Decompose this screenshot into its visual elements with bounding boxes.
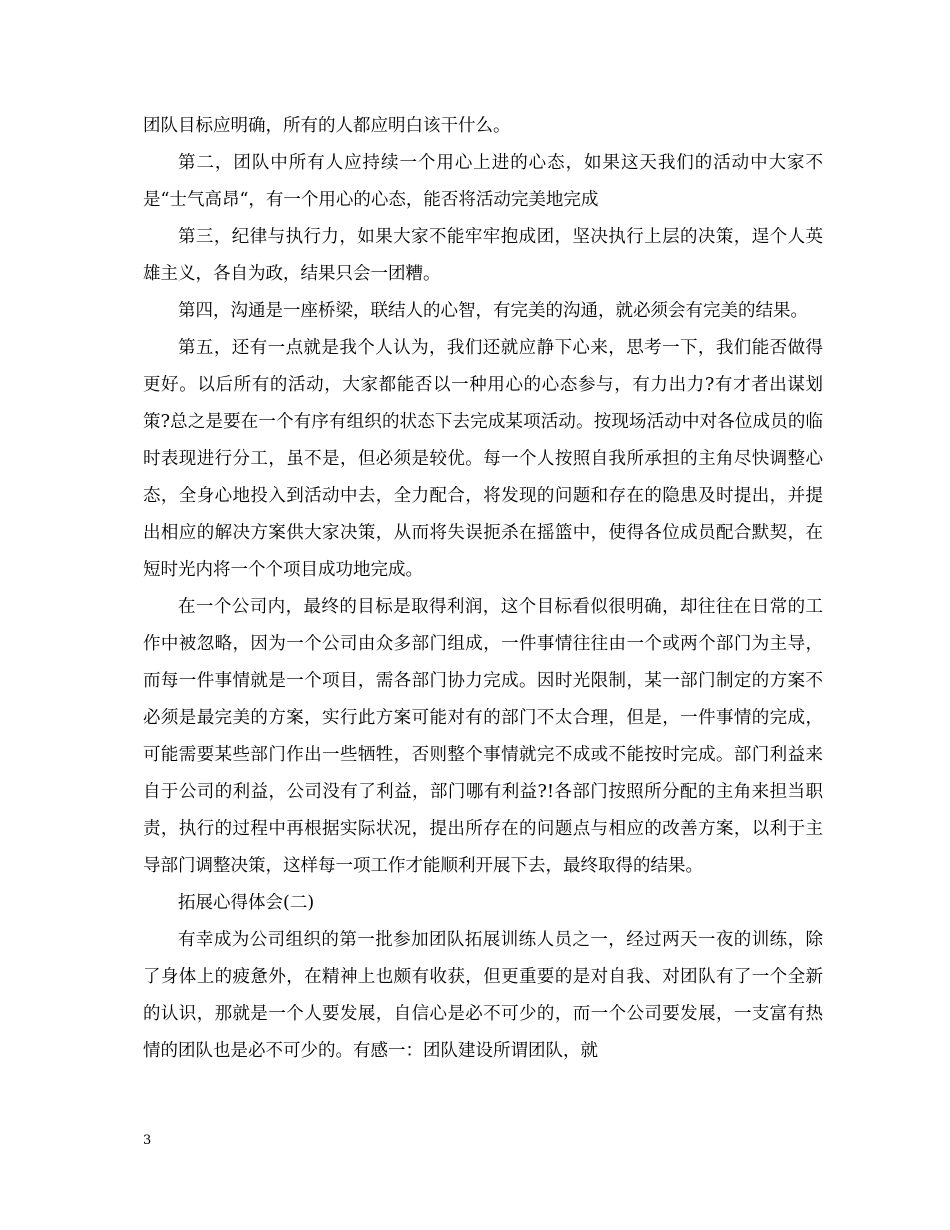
section-heading: 拓展心得体会(二)	[178, 893, 315, 913]
paragraph-company-goal: 在一个公司内，最终的目标是取得利润，这个目标看似很明确，却往往在日常的工作中被忽略，因为一个公司由众多部门组成，一件事情往往由一个或两个部门为主导，而每一件事情就是一个项目，需各部门协力完成。因时光限制，某一部门制定的方案不必须是最完美的方案，实行此方案可能对有的部门不太合理，但是，一件事情的完成，可能需要某些部门作出一些牺牲，否则整个事情就完不成或不能按时完成。部门利益来自于公司的利益，公司没有了利益，部门哪有利益?!各部门按照所分配的主角来担当职责，执行的过程中再根据实际状况，提出所存在的问题点与相应的改善方案，以利于主导部门调整决策，这样每一项工作才能顺利开展下去，最终取得的结果。	[143, 597, 823, 876]
paragraph-point-four: 第四，沟通是一座桥梁，联结人的心智，有完美的沟通，就必须会有完美的结果。	[178, 301, 808, 321]
paragraph-section-two-intro: 有幸成为公司组织的第一批参加团队拓展训练人员之一，经过两天一夜的训练，除了身体上的疲惫外，在精神上也颇有收获，但更重要的是对自我、对团队有了一个全新的认识，那就是一个人要发展，自信心是必不可少的，而一个公司要发展，一支富有热情的团队也是必不可少的。有感一：团队建设所谓团队，就	[143, 930, 823, 1061]
paragraph-point-five: 第五，还有一点就是我个人认为，我们还就应静下心来，思考一下，我们能否做得更好。以后所有的活动，大家都能否以一种用心的心态参与，有力出力?有才者出谋划策?总之是要在一个有序有组织的状态下去完成某项活动。按现场活动中对各位成员的临时表现进行分工，虽不是，但必须是较优。每一个人按照自我所承担的主角尽快调整心态，全身心地投入到活动中去，全力配合，将发现的问题和存在的隐患及时提出，并提出相应的解决方案供大家决策，从而将失误扼杀在摇篮中，使得各位成员配合默契，在短时光内将一个个项目成功地完成。	[143, 338, 823, 580]
page-number: 3	[143, 1133, 152, 1148]
paragraph-continuation: 团队目标应明确，所有的人都应明白该干什么。	[143, 116, 511, 136]
paragraph-point-three: 第三，纪律与执行力，如果大家不能牢牢抱成团，坚决执行上层的决策，逞个人英雄主义，各自为政，结果只会一团糟。	[143, 227, 823, 284]
paragraph-point-two: 第二，团队中所有人应持续一个用心上进的心态，如果这天我们的活动中大家不是“士气高昂“，有一个用心的心态，能否将活动完美地完成	[143, 153, 823, 210]
document-body	[143, 108, 823, 1070]
